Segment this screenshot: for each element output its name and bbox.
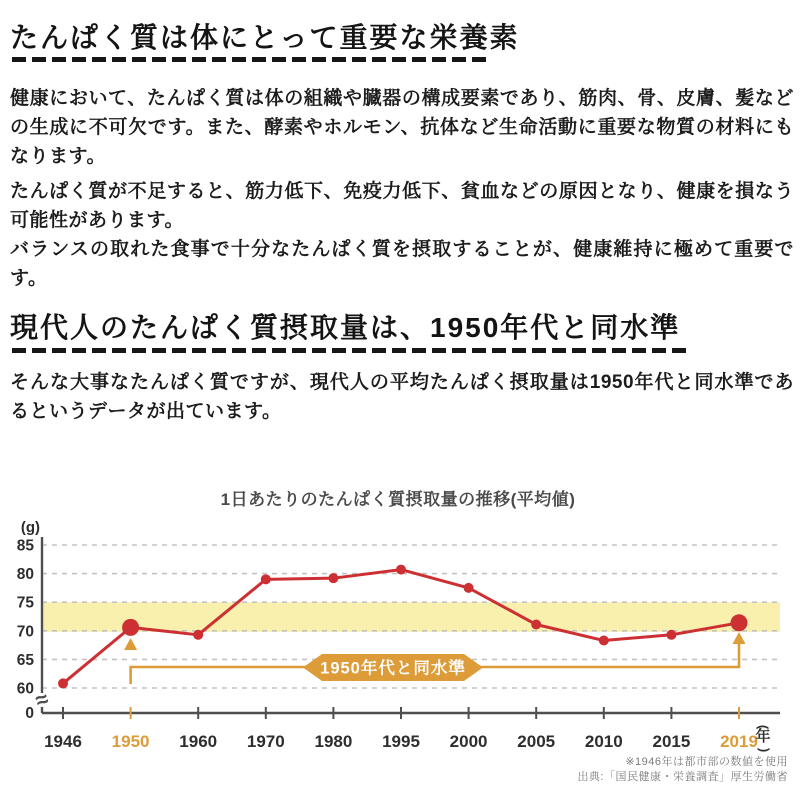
data-point-2000 [464, 583, 474, 593]
section1-heading: たんぱく質は体にとって重要な栄養素 [10, 22, 520, 53]
data-point-1980 [328, 573, 338, 583]
section1-heading-underline [12, 57, 486, 62]
chart-title: 1日あたりのたんぱく質摂取量の推移(平均値) [220, 490, 576, 509]
x-tick-label: 1980 [314, 732, 353, 751]
y-tick-label: 70 [16, 623, 34, 641]
section2-heading-underline [12, 348, 690, 353]
section2-paragraph [10, 368, 794, 426]
data-point-1946 [58, 678, 68, 688]
x-tick-label: 1960 [179, 732, 218, 751]
chart-footnote-note: ※1946年は都市部の数値を使用 [625, 756, 788, 768]
x-tick-label: 1950 [111, 732, 150, 751]
y-tick-label: 75 [16, 594, 34, 612]
paragraph-text: バランスの取れた食事で十分なたんぱく質を摂取することが、健康維持に極めて重要です。 [10, 239, 794, 290]
x-tick-label: 1970 [246, 732, 285, 751]
data-point-2019 [731, 614, 748, 631]
y-tick-label: 60 [16, 680, 34, 698]
chart-footnote-source: 出典:「国民健康・栄養調査」厚生労働省 [577, 771, 788, 783]
x-tick-label: 2019 [720, 732, 758, 751]
paragraph-text: そんな大事なたんぱく質ですが、現代人の平均たんぱく摂取量は1950年代と同水準であるというデータが出ています。 [10, 372, 794, 423]
x-unit-label: 年 [755, 728, 771, 745]
y-axis-unit-label: (g) [20, 519, 40, 536]
annotation-banner-label: 1950年代と同水準 [320, 659, 466, 678]
section1-paragraph1 [10, 84, 794, 171]
paragraph-text: 健康において、たんぱく質は体の組織や臓器の構成要素であり、筋肉、骨、皮膚、髪などの生成に不可欠です。また、酵素やホルモン、抗体など生命活動に重要な物質の材料にもなります。 [10, 88, 794, 168]
x-unit-paren-close: ) [757, 747, 772, 753]
data-point-2015 [666, 630, 676, 640]
x-tick-label: 2000 [449, 732, 488, 751]
protein-intake-line-chart [0, 460, 800, 800]
data-point-1970 [261, 574, 271, 584]
section2-heading: 現代人のたんぱく質摂取量は、1950年代と同水準 [10, 312, 681, 343]
x-unit-paren-open: ( [756, 724, 771, 730]
x-tick-label: 1995 [382, 732, 420, 751]
highlight-band [42, 602, 780, 632]
x-tick-label: 2010 [584, 732, 623, 751]
data-point-2010 [599, 636, 609, 646]
x-tick-label: 2015 [652, 732, 691, 751]
data-point-2005 [531, 620, 541, 630]
section1-paragraph-block [10, 177, 794, 293]
data-point-1960 [193, 630, 203, 640]
callout-arrowhead-left [124, 638, 137, 650]
y-tick-label: 80 [16, 566, 34, 584]
axis-break-icon: ≈ [32, 685, 52, 714]
data-point-1950 [122, 619, 139, 636]
y-tick-label: 65 [16, 651, 34, 669]
y-origin-label: 0 [25, 705, 34, 722]
x-tick-label: 1946 [44, 732, 82, 751]
callout-arrowhead-right [733, 632, 746, 644]
data-point-1995 [396, 565, 406, 575]
paragraph-text: たんぱく質が不足すると、筋力低下、免疫力低下、貧血などの原因となり、健康を損なう可能性があります。 [10, 181, 794, 232]
x-tick-label: 2005 [517, 732, 556, 751]
y-tick-label: 85 [16, 537, 34, 555]
